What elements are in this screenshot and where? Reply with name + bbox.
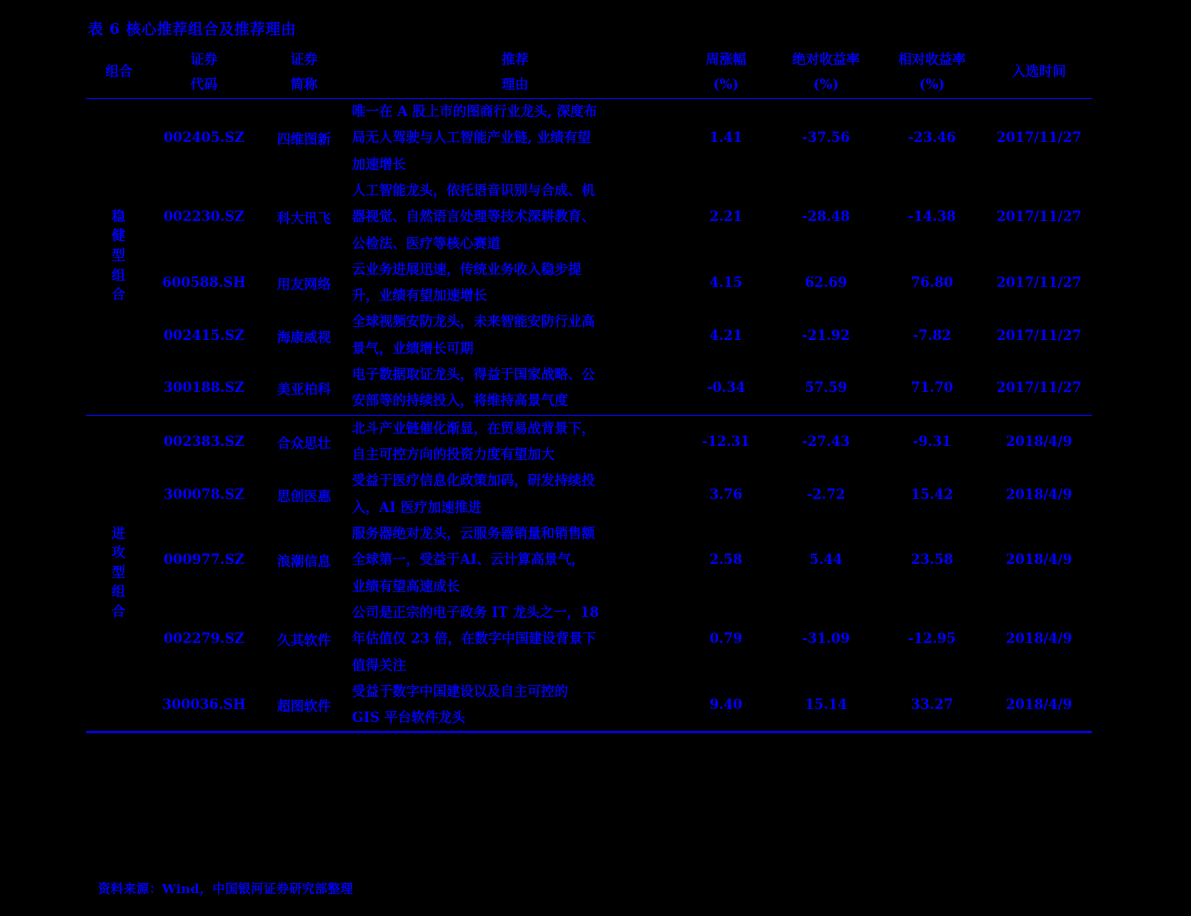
reason-line: 人工智能龙头，依托语音识别与合成、机	[352, 182, 595, 199]
cell-selection-date: 2018/4/9	[1005, 486, 1073, 503]
cell-name: 四维图新	[256, 98, 352, 177]
cell-name: 用友网络	[277, 277, 331, 294]
cell-selection-date: 2018/4/9	[1005, 631, 1073, 648]
reason-line: 业绩有望高速成长	[352, 578, 460, 595]
reason-line: 局无人驾驶与人工智能产业链, 业绩有望	[352, 130, 591, 147]
cell-selection-date: 2017/11/27	[996, 380, 1082, 397]
cell-week-change: 2.58	[709, 552, 743, 569]
reason-line: 景气，业绩增长可期	[352, 340, 474, 357]
cell-relative-return: 71.70	[910, 380, 954, 397]
core-recommendation-table	[86, 48, 1092, 733]
reason-line: 自主可控方向的投资力度有望加大	[352, 447, 555, 463]
cell-reason	[352, 468, 678, 521]
header-abs-line2: (%)	[813, 76, 839, 93]
cell-reason	[352, 178, 678, 257]
cell-reason	[352, 415, 678, 468]
table-body-stable-group	[86, 98, 1092, 733]
cell-reason	[352, 600, 678, 679]
cell-relative-return: -23.46	[878, 98, 986, 177]
table-bottom-rule	[86, 732, 1092, 733]
core-recommendation-table-wrapper	[86, 48, 1092, 733]
reason-line: 全球视频安防龙头，未来智能安防行业高	[352, 314, 595, 331]
cell-selection-date: 2018/4/9	[986, 415, 1092, 468]
reason-line: 加速增长	[352, 156, 406, 173]
reason-line: 公司是正宗的电子政务 IT 龙头之一，18	[352, 604, 600, 621]
cell-name: 合众思壮	[256, 415, 352, 468]
group-label-aggressive	[86, 415, 152, 732]
cell-week-change: 3.76	[709, 486, 743, 503]
cell-code: 300188.SZ	[163, 380, 245, 397]
header-week-change	[678, 48, 774, 98]
header-group	[86, 48, 152, 98]
group-label-char: 组	[111, 584, 127, 601]
cell-selection-date: 2017/11/27	[996, 327, 1082, 344]
header-date-line1: 入选时间	[1012, 64, 1066, 81]
cell-code: 000977.SZ	[163, 552, 245, 569]
cell-name: 久其软件	[277, 633, 331, 650]
cell-reason	[352, 521, 678, 600]
cell-reason	[352, 362, 678, 415]
cell-week-change: 9.40	[709, 697, 743, 714]
table-row	[86, 362, 1092, 415]
cell-relative-return: 76.80	[910, 275, 954, 292]
header-row	[86, 48, 1092, 98]
reason-line: 唯一在 A 股上市的图商行业龙头, 深度布	[352, 103, 598, 120]
cell-absolute-return: -37.56	[774, 98, 878, 177]
cell-code: 002405.SZ	[152, 98, 256, 177]
reason-line: 值得关注	[352, 657, 406, 674]
cell-absolute-return: 62.69	[804, 275, 848, 292]
table-row	[86, 98, 1092, 177]
cell-absolute-return: -28.48	[802, 209, 850, 226]
cell-absolute-return: -27.43	[774, 415, 878, 468]
group-label-char: 进	[111, 525, 127, 542]
header-relative-return	[878, 48, 986, 98]
group-label-char: 合	[111, 287, 127, 304]
cell-relative-return: -7.82	[912, 327, 952, 344]
cell-absolute-return: 57.59	[804, 380, 848, 397]
table-row	[86, 178, 1092, 257]
cell-name: 美亚柏科	[277, 382, 331, 399]
cell-week-change: 2.21	[709, 209, 743, 226]
header-code-line1: 证券	[190, 52, 218, 68]
table-row	[86, 257, 1092, 310]
cell-name: 思创医惠	[277, 488, 331, 505]
cell-name: 海康威视	[277, 329, 331, 346]
cell-week-change: 4.21	[709, 327, 743, 344]
table-row	[86, 600, 1092, 679]
header-name-line1: 证券	[290, 52, 318, 68]
cell-absolute-return: -2.72	[806, 486, 846, 503]
cell-relative-return: 33.27	[910, 697, 954, 714]
table-row	[86, 415, 1092, 468]
table-title: 表 6 核心推荐组合及推荐理由	[88, 20, 297, 38]
table-row	[86, 309, 1092, 362]
reason-line: 北斗产业链催化渐显，在贸易战背景下，	[352, 420, 595, 437]
cell-relative-return: -14.38	[908, 209, 956, 226]
cell-absolute-return: 5.44	[809, 552, 843, 569]
header-week-line1: 周涨幅	[705, 52, 747, 68]
table-row	[86, 679, 1092, 733]
header-code	[152, 48, 256, 98]
group-label-stable	[86, 98, 152, 415]
cell-week-change: -12.31	[678, 415, 774, 468]
cell-week-change: -0.34	[706, 380, 746, 397]
table-row	[86, 468, 1092, 521]
cell-selection-date: 2017/11/27	[996, 275, 1082, 292]
header-reason-line1: 推荐	[501, 52, 529, 68]
cell-relative-return: -9.31	[878, 415, 986, 468]
header-reason	[352, 48, 678, 98]
reason-line: 年估值仅 23 倍，在数字中国建设背景下	[352, 631, 597, 648]
reason-line: 全球第一，受益于AI、云计算高景气，	[352, 552, 585, 569]
reason-line: 服务器绝对龙头，云服务器销量和销售额	[352, 525, 595, 542]
header-code-line2: 代码	[190, 76, 218, 93]
cell-reason	[352, 257, 678, 310]
cell-selection-date: 2017/11/27	[996, 209, 1082, 226]
cell-code: 600588.SH	[162, 275, 246, 292]
cell-absolute-return: -31.09	[802, 631, 850, 648]
cell-code: 300078.SZ	[163, 486, 245, 503]
reason-line: 安部等的持续投入，将维持高景气度	[352, 393, 568, 410]
cell-name: 浪潮信息	[277, 554, 331, 571]
cell-week-change: 4.15	[709, 275, 743, 292]
cell-code: 002279.SZ	[163, 631, 245, 648]
header-selection-date	[986, 48, 1092, 98]
cell-code: 300036.SH	[162, 697, 246, 714]
cell-relative-return: -12.95	[908, 631, 956, 648]
header-reason-line2: 理由	[501, 76, 529, 93]
cell-week-change: 0.79	[709, 631, 743, 648]
cell-relative-return: 23.58	[910, 552, 954, 569]
source-note: 资料来源：Wind，中国银河证券研究部整理	[98, 881, 354, 896]
cell-code: 002230.SZ	[163, 209, 245, 226]
reason-line: 云业务进展迅速，传统业务收入稳步提	[352, 261, 582, 278]
header-abs-line1: 绝对收益率	[792, 52, 860, 68]
reason-line: 受益于数字中国建设以及自主可控的	[352, 683, 568, 700]
cell-reason	[352, 98, 678, 177]
cell-reason	[352, 679, 678, 733]
header-name-line2: 简称	[290, 76, 318, 93]
cell-code: 002383.SZ	[152, 415, 256, 468]
reason-line: 升，业绩有望加速增长	[352, 288, 487, 305]
cell-absolute-return: 15.14	[804, 697, 848, 714]
reason-line: 电子数据取证龙头，得益于国家战略、公	[352, 367, 595, 384]
table-header	[86, 48, 1092, 98]
header-group-line1: 组合	[105, 64, 133, 81]
cell-relative-return: 15.42	[910, 486, 954, 503]
reason-line: 受益于医疗信息化政策加码，研发持续投	[352, 473, 595, 490]
header-week-line2: (%)	[713, 76, 739, 93]
group-label-char: 型	[111, 564, 127, 581]
cell-reason	[352, 309, 678, 362]
reason-line: GIS 平台软件龙头	[352, 710, 466, 727]
cell-selection-date: 2017/11/27	[986, 98, 1092, 177]
header-rel-line2: (%)	[919, 76, 945, 93]
cell-selection-date: 2018/4/9	[1005, 552, 1073, 569]
reason-line: 公检法、医疗等核心赛道	[352, 235, 501, 252]
group-label-char: 稳	[111, 208, 127, 225]
reason-line: 器视觉、自然语言处理等技术深耕教育、	[352, 209, 595, 226]
header-rel-line1: 相对收益率	[898, 52, 966, 68]
group-label-char: 攻	[111, 545, 127, 562]
cell-week-change: 1.41	[678, 98, 774, 177]
cell-name: 超图软件	[277, 699, 331, 716]
header-absolute-return	[774, 48, 878, 98]
group-label-char: 组	[111, 267, 127, 284]
table-row	[86, 521, 1092, 600]
reason-line: 入，AI 医疗加速推进	[352, 499, 482, 516]
group-label-char: 型	[111, 248, 127, 265]
cell-code: 002415.SZ	[163, 327, 245, 344]
group-label-char: 健	[111, 228, 127, 245]
cell-selection-date: 2018/4/9	[1005, 697, 1073, 714]
cell-absolute-return: -21.92	[802, 327, 850, 344]
group-label-char: 合	[111, 603, 127, 620]
header-name	[256, 48, 352, 98]
cell-name: 科大讯飞	[277, 211, 331, 228]
